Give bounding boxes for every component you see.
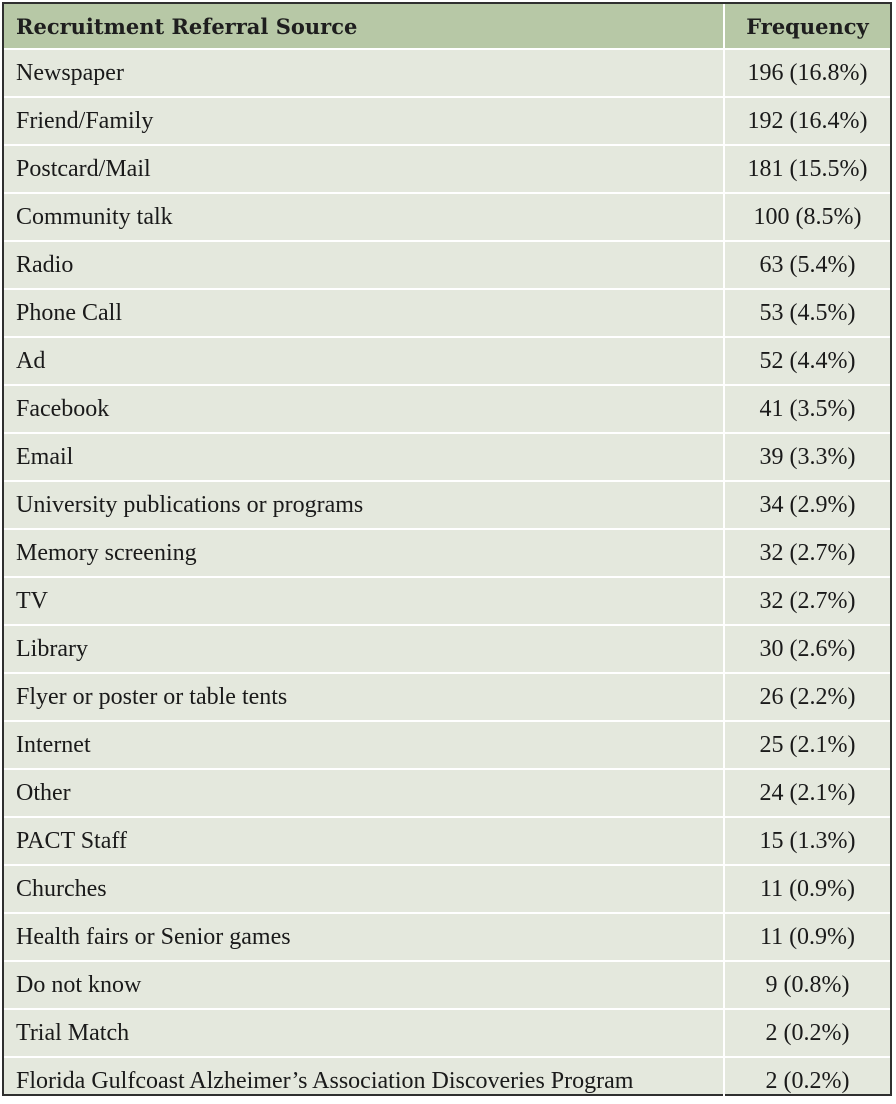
referral-source-cell: Internet	[4, 721, 724, 769]
table-row	[4, 1009, 890, 1057]
table-row	[4, 241, 890, 289]
frequency-cell: 2 (0.2%)	[724, 1009, 890, 1057]
frequency-cell: 26 (2.2%)	[724, 673, 890, 721]
header-frequency: Frequency	[724, 4, 890, 49]
table-header	[4, 4, 890, 49]
frequency-cell: 2 (0.2%)	[724, 1057, 890, 1104]
frequency-cell: 15 (1.3%)	[724, 817, 890, 865]
frequency-cell: 11 (0.9%)	[724, 865, 890, 913]
table-row	[4, 385, 890, 433]
frequency-cell: 39 (3.3%)	[724, 433, 890, 481]
table-row	[4, 481, 890, 529]
referral-source-cell: Churches	[4, 865, 724, 913]
referral-source-cell: University publications or programs	[4, 481, 724, 529]
frequency-cell: 32 (2.7%)	[724, 577, 890, 625]
referral-source-cell: Radio	[4, 241, 724, 289]
referral-source-cell: Florida Gulfcoast Alzheimer’s Association Discoveries Program	[4, 1057, 724, 1104]
table-row	[4, 337, 890, 385]
frequency-cell: 196 (16.8%)	[724, 49, 890, 97]
frequency-cell: 52 (4.4%)	[724, 337, 890, 385]
referral-source-cell: Newspaper	[4, 49, 724, 97]
table-row	[4, 289, 890, 337]
frequency-cell: 9 (0.8%)	[724, 961, 890, 1009]
referral-source-cell: Flyer or poster or table tents	[4, 673, 724, 721]
frequency-cell: 11 (0.9%)	[724, 913, 890, 961]
frequency-cell: 63 (5.4%)	[724, 241, 890, 289]
referral-source-cell: Postcard/Mail	[4, 145, 724, 193]
table-row	[4, 817, 890, 865]
table-row	[4, 433, 890, 481]
referral-source-cell: Friend/Family	[4, 97, 724, 145]
frequency-cell: 32 (2.7%)	[724, 529, 890, 577]
frequency-cell: 181 (15.5%)	[724, 145, 890, 193]
table-row	[4, 1057, 890, 1104]
referral-source-cell: Email	[4, 433, 724, 481]
frequency-cell: 53 (4.5%)	[724, 289, 890, 337]
referral-source-cell: Facebook	[4, 385, 724, 433]
table-row	[4, 961, 890, 1009]
referral-source-table-container	[2, 2, 892, 1096]
table-row	[4, 97, 890, 145]
table-row	[4, 721, 890, 769]
frequency-cell: 100 (8.5%)	[724, 193, 890, 241]
table-row	[4, 865, 890, 913]
referral-source-cell: TV	[4, 577, 724, 625]
referral-source-table	[4, 4, 890, 1104]
frequency-cell: 41 (3.5%)	[724, 385, 890, 433]
frequency-cell: 192 (16.4%)	[724, 97, 890, 145]
table-row	[4, 769, 890, 817]
table-row	[4, 673, 890, 721]
table-row	[4, 625, 890, 673]
frequency-cell: 24 (2.1%)	[724, 769, 890, 817]
table-row	[4, 49, 890, 97]
frequency-cell: 30 (2.6%)	[724, 625, 890, 673]
referral-source-cell: Phone Call	[4, 289, 724, 337]
referral-source-cell: Trial Match	[4, 1009, 724, 1057]
table-row	[4, 193, 890, 241]
referral-source-cell: Other	[4, 769, 724, 817]
header-row	[4, 4, 890, 49]
table-row	[4, 913, 890, 961]
table-row	[4, 529, 890, 577]
header-source: Recruitment Referral Source	[4, 4, 724, 49]
referral-source-cell: Memory screening	[4, 529, 724, 577]
table-row	[4, 145, 890, 193]
frequency-cell: 34 (2.9%)	[724, 481, 890, 529]
referral-source-cell: PACT Staff	[4, 817, 724, 865]
referral-source-cell: Do not know	[4, 961, 724, 1009]
referral-source-cell: Community talk	[4, 193, 724, 241]
frequency-cell: 25 (2.1%)	[724, 721, 890, 769]
referral-source-cell: Library	[4, 625, 724, 673]
referral-source-cell: Health fairs or Senior games	[4, 913, 724, 961]
referral-source-cell: Ad	[4, 337, 724, 385]
table-body	[4, 49, 890, 1104]
table-row	[4, 577, 890, 625]
